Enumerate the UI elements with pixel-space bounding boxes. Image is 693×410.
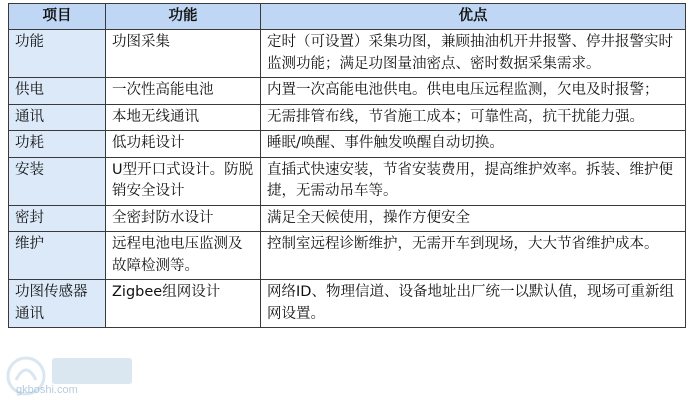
row-advantage: 控制室远程诊断维护，无需开车到现场，大大节省维护成本。 bbox=[261, 232, 686, 280]
row-advantage: 无需排管布线，节省施工成本；可靠性高，抗干扰能力强。 bbox=[261, 104, 686, 131]
table-row bbox=[9, 131, 686, 158]
header-row bbox=[9, 4, 686, 30]
table-row bbox=[9, 205, 686, 232]
table-row bbox=[9, 78, 686, 105]
row-feature: Zigbee组网设计 bbox=[106, 280, 261, 328]
row-item: 功耗 bbox=[9, 131, 106, 158]
row-item: 功能 bbox=[9, 30, 106, 78]
row-feature: 一次性高能电池 bbox=[106, 78, 261, 105]
row-feature: 全密封防水设计 bbox=[106, 205, 261, 232]
spec-table bbox=[8, 3, 686, 328]
row-feature: 低功耗设计 bbox=[106, 131, 261, 158]
row-item: 功图传感器通讯 bbox=[9, 280, 106, 328]
table-row bbox=[9, 104, 686, 131]
header-feature: 功能 bbox=[106, 4, 261, 30]
row-feature: 远程电池电压监测及故障检测等。 bbox=[106, 232, 261, 280]
row-item: 维护 bbox=[9, 232, 106, 280]
header-advantage: 优点 bbox=[261, 4, 686, 30]
row-advantage: 网络ID、物理信道、设备地址出厂统一以默认值，现场可重新组网设置。 bbox=[261, 280, 686, 328]
row-advantage: 睡眠/唤醒、事件触发唤醒自动切换。 bbox=[261, 131, 686, 158]
row-item: 供电 bbox=[9, 78, 106, 105]
table-body bbox=[9, 30, 686, 328]
row-advantage: 定时（可设置）采集功图，兼顾抽油机开井报警、停井报警实时监测功能；满足功图量油密点、密时数据采集需求。 bbox=[261, 30, 686, 78]
table-header bbox=[9, 4, 686, 30]
row-item: 安装 bbox=[9, 157, 106, 205]
watermark-logo-icon bbox=[4, 350, 144, 406]
table-row bbox=[9, 30, 686, 78]
row-advantage: 内置一次高能电池供电。供电电压远程监测，欠电及时报警； bbox=[261, 78, 686, 105]
table-row bbox=[9, 157, 686, 205]
table-row bbox=[9, 280, 686, 328]
row-item: 通讯 bbox=[9, 104, 106, 131]
row-feature: U型开口式设计。防脱销安全设计 bbox=[106, 157, 261, 205]
table-row bbox=[9, 232, 686, 280]
row-advantage: 直插式快速安装，节省安装费用，提高维护效率。拆装、维护便捷，无需动吊车等。 bbox=[261, 157, 686, 205]
row-item: 密封 bbox=[9, 205, 106, 232]
row-feature: 本地无线通讯 bbox=[106, 104, 261, 131]
header-item: 项目 bbox=[9, 4, 106, 30]
row-advantage: 满足全天候使用，操作方便安全 bbox=[261, 205, 686, 232]
row-feature: 功图采集 bbox=[106, 30, 261, 78]
watermark-site: gkboshi.com bbox=[16, 384, 78, 396]
